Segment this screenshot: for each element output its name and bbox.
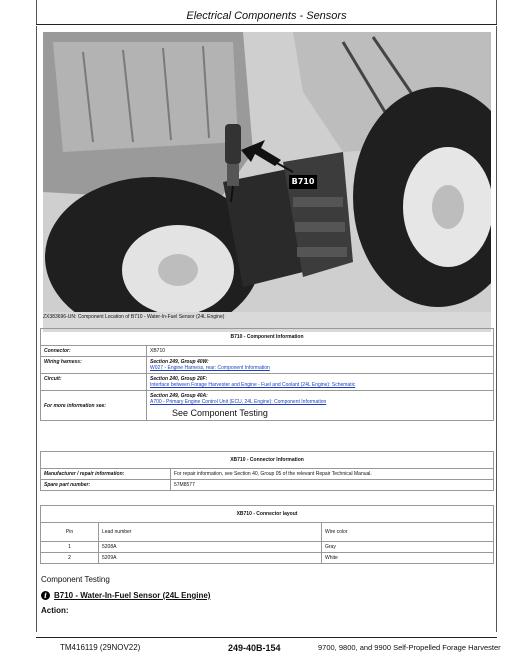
footer-doc-id: TM416119 (29NOV22) xyxy=(60,643,141,652)
row-value xyxy=(147,357,494,374)
table-row xyxy=(41,374,494,391)
section-ref: Section 240, Group 20F: xyxy=(150,376,208,382)
table-header-row xyxy=(41,523,494,542)
footer-machine: 9700, 9800, and 9900 Self-Propelled Forage Harvester xyxy=(318,643,501,652)
component-location-photo xyxy=(43,32,491,332)
row-label: Spare part number: xyxy=(41,480,171,491)
lead-cell: 5208A xyxy=(99,542,322,553)
row-value: XB710 xyxy=(147,346,494,357)
row-label: Connector: xyxy=(41,346,147,357)
column-header-color: Wire color xyxy=(322,523,494,542)
row-value xyxy=(147,374,494,391)
color-cell: White xyxy=(322,553,494,564)
row-label: Circuit: xyxy=(41,374,147,391)
table-row xyxy=(41,553,494,564)
pin-cell: 2 xyxy=(41,553,99,564)
column-header-pin: Pin xyxy=(41,523,99,542)
harvester-illustration xyxy=(43,32,491,312)
section-ref: Section 249, Group 40W: xyxy=(150,359,209,365)
callout-b710: B710 xyxy=(289,175,317,189)
page-title: Electrical Components - Sensors xyxy=(186,10,347,22)
footer-rule xyxy=(36,637,497,638)
see-component-testing-link[interactable]: See Component Testing xyxy=(172,408,268,418)
row-label: Manufacturer / repair information: xyxy=(41,469,171,480)
title-rule xyxy=(36,24,497,25)
wiring-harness-link[interactable]: W027 - Engine Harness, rear: Component Information xyxy=(150,365,270,371)
column-header-lead: Lead number xyxy=(99,523,322,542)
layout-table-heading: XB710 - Connector layout xyxy=(41,506,494,523)
lead-cell: 5209A xyxy=(99,553,322,564)
row-label: Wiring harness: xyxy=(41,357,147,374)
page-content xyxy=(36,26,497,632)
row-value: For repair information, see Section 40, Group 05 of the relevant Repair Technical Manual. xyxy=(171,469,494,480)
table-row xyxy=(41,480,494,491)
ecu-info-link[interactable]: A700 - Primary Engine Control Unit (ECU, 24L Engine): Component Information xyxy=(150,399,327,405)
row-value xyxy=(147,391,494,421)
component-testing-heading: Component Testing xyxy=(41,575,110,584)
connector-layout-table xyxy=(40,505,494,564)
connector-table-heading: XB710 - Connector Information xyxy=(41,452,494,469)
table-row xyxy=(41,357,494,374)
test-step-link[interactable]: B710 - Water-In-Fuel Sensor (24L Engine) xyxy=(54,591,211,600)
pin-cell: 1 xyxy=(41,542,99,553)
row-value: 57M8577 xyxy=(171,480,494,491)
table-row xyxy=(41,469,494,480)
figure-caption: ZX383696-UN: Component Location of B710 - Water-In-Fuel Sensor (24L Engine) xyxy=(43,314,225,320)
component-table-heading: B710 - Component Information xyxy=(41,329,494,346)
section-ref: Section 249, Group 40A: xyxy=(150,393,208,399)
info-icon: i xyxy=(41,591,50,600)
row-label: For more information see: xyxy=(41,391,147,421)
table-row xyxy=(41,391,494,421)
table-row xyxy=(41,346,494,357)
test-step[interactable] xyxy=(41,591,210,600)
color-cell: Gray xyxy=(322,542,494,553)
table-row xyxy=(41,542,494,553)
circuit-schematic-link[interactable]: Interface between Forage Harvester and Engine - Fuel and Coolant (24L Engine): Schematic xyxy=(150,382,356,388)
component-info-table xyxy=(40,328,494,421)
footer-page-number: 249-40B-154 xyxy=(228,643,281,653)
action-label: Action: xyxy=(41,606,69,615)
connector-info-table xyxy=(40,451,494,491)
